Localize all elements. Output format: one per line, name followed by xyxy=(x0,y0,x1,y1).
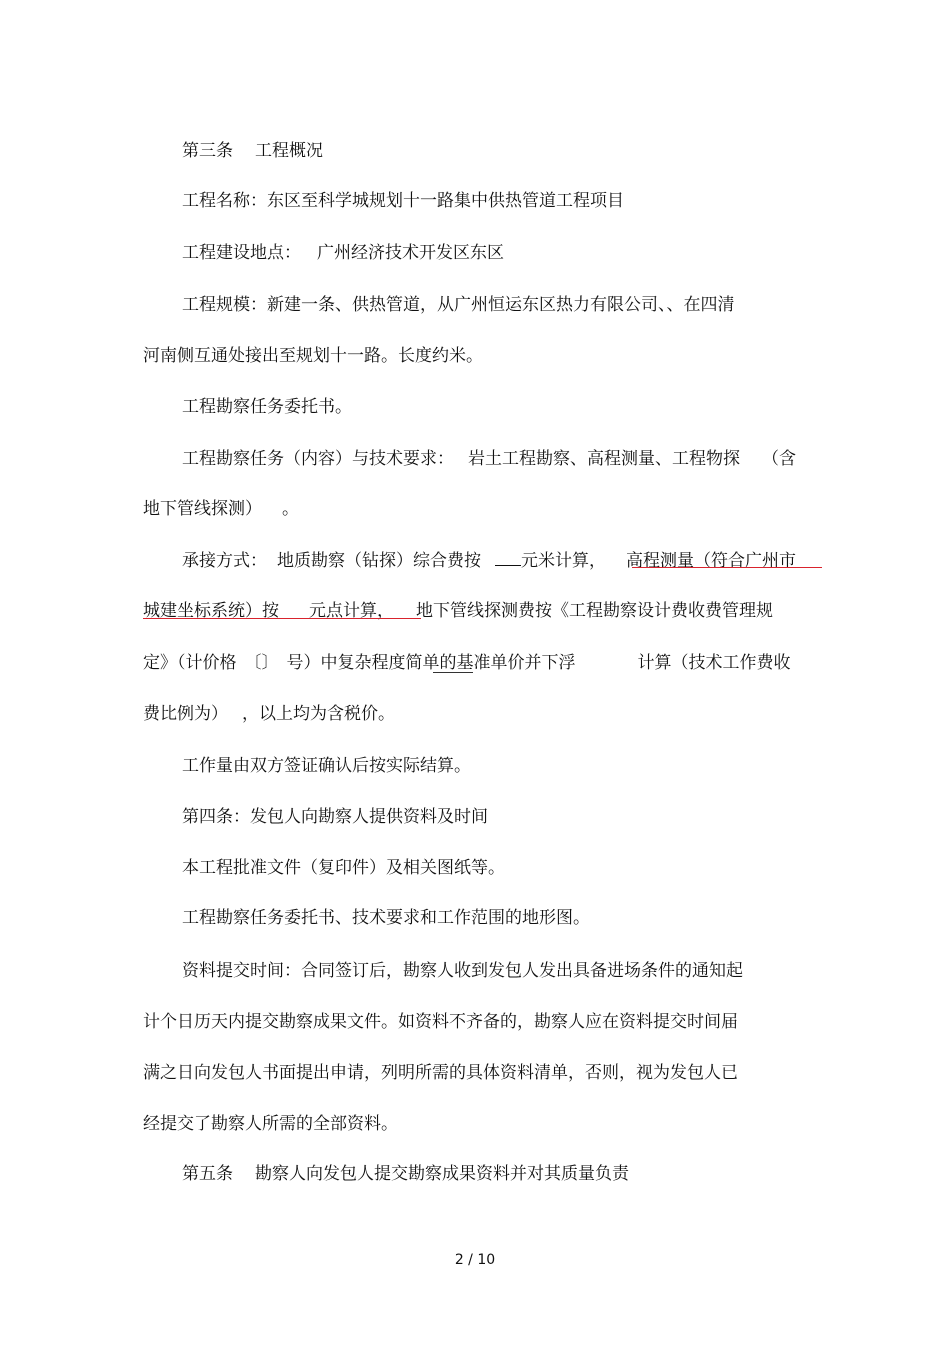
method-label: 承接方式： xyxy=(182,551,267,571)
entrust-line: 工程勘察任务委托书。 xyxy=(182,397,352,417)
article3-number: 第三条 xyxy=(182,141,233,161)
article3-heading xyxy=(182,140,323,162)
method-pipeline: 地下管线探测费按《工程勘察设计费收费管理规 xyxy=(416,601,773,621)
annotation-underline-2 xyxy=(143,618,421,619)
tasks-paren: （含 xyxy=(762,449,796,469)
annotation-underline-1 xyxy=(632,567,822,568)
method-geology-unit: 元米计算， xyxy=(521,551,606,571)
article4-heading: 第四条：发包人向勘察人提供资料及时间 xyxy=(182,807,488,827)
article5-title: 勘察人向发包人提交勘察成果资料并对其质量负责 xyxy=(255,1164,629,1184)
doc-item-1: 本工程批准文件（复印件）及相关图纸等。 xyxy=(182,858,505,878)
project-name-value: 东区至科学城规划十一路集中供热管道工程项目 xyxy=(267,191,624,211)
method-geology: 地质勘察（钻探）综合费按 xyxy=(277,551,481,571)
location-line xyxy=(182,242,504,264)
article5-heading xyxy=(182,1163,629,1185)
tasks-line-2-text: 地下管线探测） xyxy=(143,499,262,519)
page-number: 2 / 10 xyxy=(454,1252,496,1268)
submit-line-3: 满之日向发包人书面提出申请，列明所需的具体资料清单，否则，视为发包人已 xyxy=(143,1063,738,1083)
method-survey-cont: 城建坐标系统）按 xyxy=(143,601,279,621)
doc-item-2: 工程勘察任务委托书、技术要求和工作范围的地形图。 xyxy=(182,908,590,928)
method-regulation-box: 〔〕 xyxy=(244,653,279,673)
scale-line-2: 河南侧互通处接出至规划十一路。长度约米。 xyxy=(143,346,483,366)
submit-line-4: 经提交了勘察人所需的全部资料。 xyxy=(143,1114,398,1134)
location-label: 工程建设地点： xyxy=(182,243,301,263)
method-tech-fee: 计算（技术工作费收 xyxy=(637,653,791,673)
method-tax: ，以上均为含税价。 xyxy=(242,704,395,724)
method-line-4 xyxy=(143,703,395,725)
geology-price-blank xyxy=(495,551,521,566)
submit-line-1: 资料提交时间：合同签订后，勘察人收到发包人发出具备进场条件的通知起 xyxy=(182,961,743,981)
method-ratio: 费比例为） xyxy=(143,704,228,724)
method-regulation-cont: 号）中复杂程度简单的基准单价并下浮 xyxy=(286,653,576,673)
tasks-line-2 xyxy=(143,498,299,520)
method-regulation: 定》（计价格 xyxy=(143,653,237,673)
tasks-items: 岩土工程勘察、高程测量、工程物探 xyxy=(468,449,740,469)
tasks-label: 工程勘察任务（内容）与技术要求： xyxy=(182,449,454,469)
method-line-1 xyxy=(182,550,796,572)
project-name-line xyxy=(182,190,624,212)
submit-line-2: 计个日历天内提交勘察成果文件。如资料不齐备的，勘察人应在资料提交时间届 xyxy=(143,1012,738,1032)
location-value: 广州经济技术开发区东区 xyxy=(317,243,504,263)
article3-title: 工程概况 xyxy=(255,141,323,161)
method-line-3 xyxy=(143,652,791,674)
tasks-line-2-end: 。 xyxy=(282,499,299,519)
tasks-line-1 xyxy=(182,448,796,470)
method-survey-unit: 元点计算， xyxy=(309,601,394,621)
method-survey: 高程测量（符合广州市 xyxy=(626,551,796,571)
article5-number: 第五条 xyxy=(182,1164,233,1184)
workload-line: 工作量由双方签证确认后按实际结算。 xyxy=(182,756,471,776)
scale-line-1: 工程规模：新建一条、供热管道，从广州恒运东区热力有限公司、、在四清 xyxy=(182,295,735,315)
project-name-label: 工程名称： xyxy=(182,191,267,211)
simple-underline xyxy=(433,672,473,673)
